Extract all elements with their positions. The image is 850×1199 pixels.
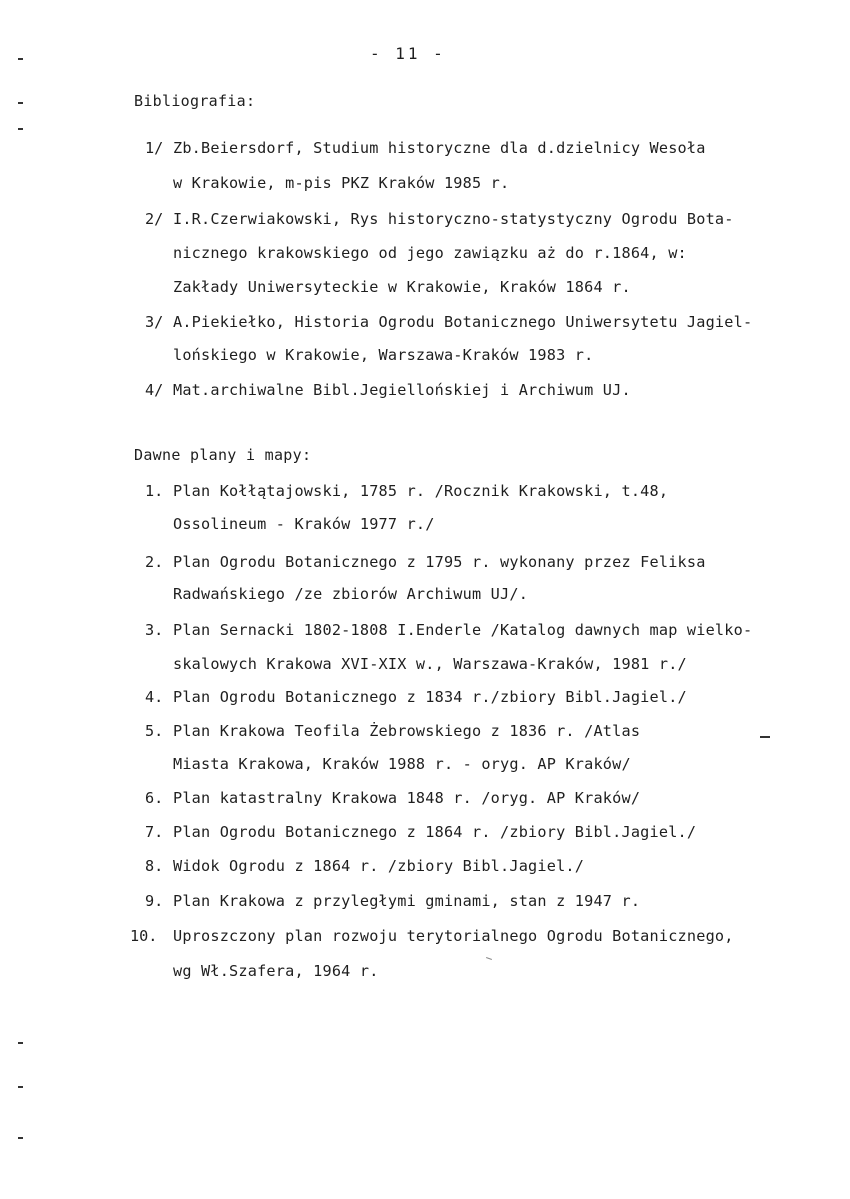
entry-line: Ossolineum - Kraków 1977 r./: [173, 515, 435, 533]
stray-tick-mark: [486, 957, 492, 960]
entry-number: 5.: [145, 722, 164, 740]
entry-line: Miasta Krakowa, Kraków 1988 r. - oryg. AP Kraków/: [173, 755, 631, 773]
entry-line: w Krakowie, m-pis PKZ Kraków 1985 r.: [173, 174, 510, 192]
entry-line: Plan Sernacki 1802-1808 I.Enderle /Katalog dawnych map wielko-: [173, 621, 753, 639]
entry-number: 9.: [145, 892, 164, 910]
entry-number: 3/: [145, 313, 164, 331]
entry-number: 2/: [145, 210, 164, 228]
entry-number: 1/: [145, 139, 164, 157]
entry-line: Uproszczony plan rozwoju terytorialnego Ogrodu Botanicznego,: [173, 927, 734, 945]
margin-mark: [18, 102, 23, 104]
entry-number: 2.: [145, 553, 164, 571]
margin-mark: [18, 1086, 23, 1088]
entry-line: skalowych Krakowa XVI-XIX w., Warszawa-Kraków, 1981 r./: [173, 655, 687, 673]
entry-number: 10.: [130, 927, 158, 945]
entry-line: Plan Ogrodu Botanicznego z 1834 r./zbiory Bibl.Jagiel./: [173, 688, 687, 706]
entry-number: 4/: [145, 381, 164, 399]
entry-line: Mat.archiwalne Bibl.Jegiellońskiej i Archiwum UJ.: [173, 381, 631, 399]
entry-line: A.Piekiełko, Historia Ogrodu Botanicznego Uniwersytetu Jagiel-: [173, 313, 753, 331]
entry-line: Plan Krakowa z przyległymi gminami, stan z 1947 r.: [173, 892, 641, 910]
plans-heading: Dawne plany i mapy:: [134, 446, 312, 464]
entry-line: Plan Krakowa Teofila Żebrowskiego z 1836 r. /Atlas: [173, 722, 641, 740]
entry-number: 4.: [145, 688, 164, 706]
entry-number: 8.: [145, 857, 164, 875]
entry-number: 1.: [145, 482, 164, 500]
entry-number: 7.: [145, 823, 164, 841]
entry-line: nicznego krakowskiego od jego zawiązku aż do r.1864, w:: [173, 244, 687, 262]
entry-line: wg Wł.Szafera, 1964 r.: [173, 962, 379, 980]
bibliography-heading: Bibliografia:: [134, 92, 256, 110]
entry-line: Plan Ogrodu Botanicznego z 1864 r. /zbiory Bibl.Jagiel./: [173, 823, 697, 841]
entry-line: lońskiego w Krakowie, Warszawa-Kraków 1983 r.: [173, 346, 594, 364]
margin-mark: [18, 58, 23, 60]
entry-line: Plan Kołłątajowski, 1785 r. /Rocznik Krakowski, t.48,: [173, 482, 669, 500]
entry-number: 3.: [145, 621, 164, 639]
entry-line: I.R.Czerwiakowski, Rys historyczno-statystyczny Ogrodu Bota-: [173, 210, 734, 228]
margin-mark: [18, 1137, 23, 1139]
margin-mark: [18, 128, 23, 130]
entry-line: Plan katastralny Krakowa 1848 r. /oryg. AP Kraków/: [173, 789, 641, 807]
stray-dash-mark: [760, 736, 770, 738]
entry-line: Radwańskiego /ze zbiorów Archiwum UJ/.: [173, 585, 529, 603]
entry-line: Zakłady Uniwersyteckie w Krakowie, Kraków 1864 r.: [173, 278, 631, 296]
entry-line: Widok Ogrodu z 1864 r. /zbiory Bibl.Jagiel./: [173, 857, 585, 875]
entry-line: Zb.Beiersdorf, Studium historyczne dla d.dzielnicy Wesoła: [173, 139, 706, 157]
page-number: - 11 -: [370, 44, 446, 63]
entry-number: 6.: [145, 789, 164, 807]
entry-line: Plan Ogrodu Botanicznego z 1795 r. wykonany przez Feliksa: [173, 553, 706, 571]
margin-mark: [18, 1042, 23, 1044]
